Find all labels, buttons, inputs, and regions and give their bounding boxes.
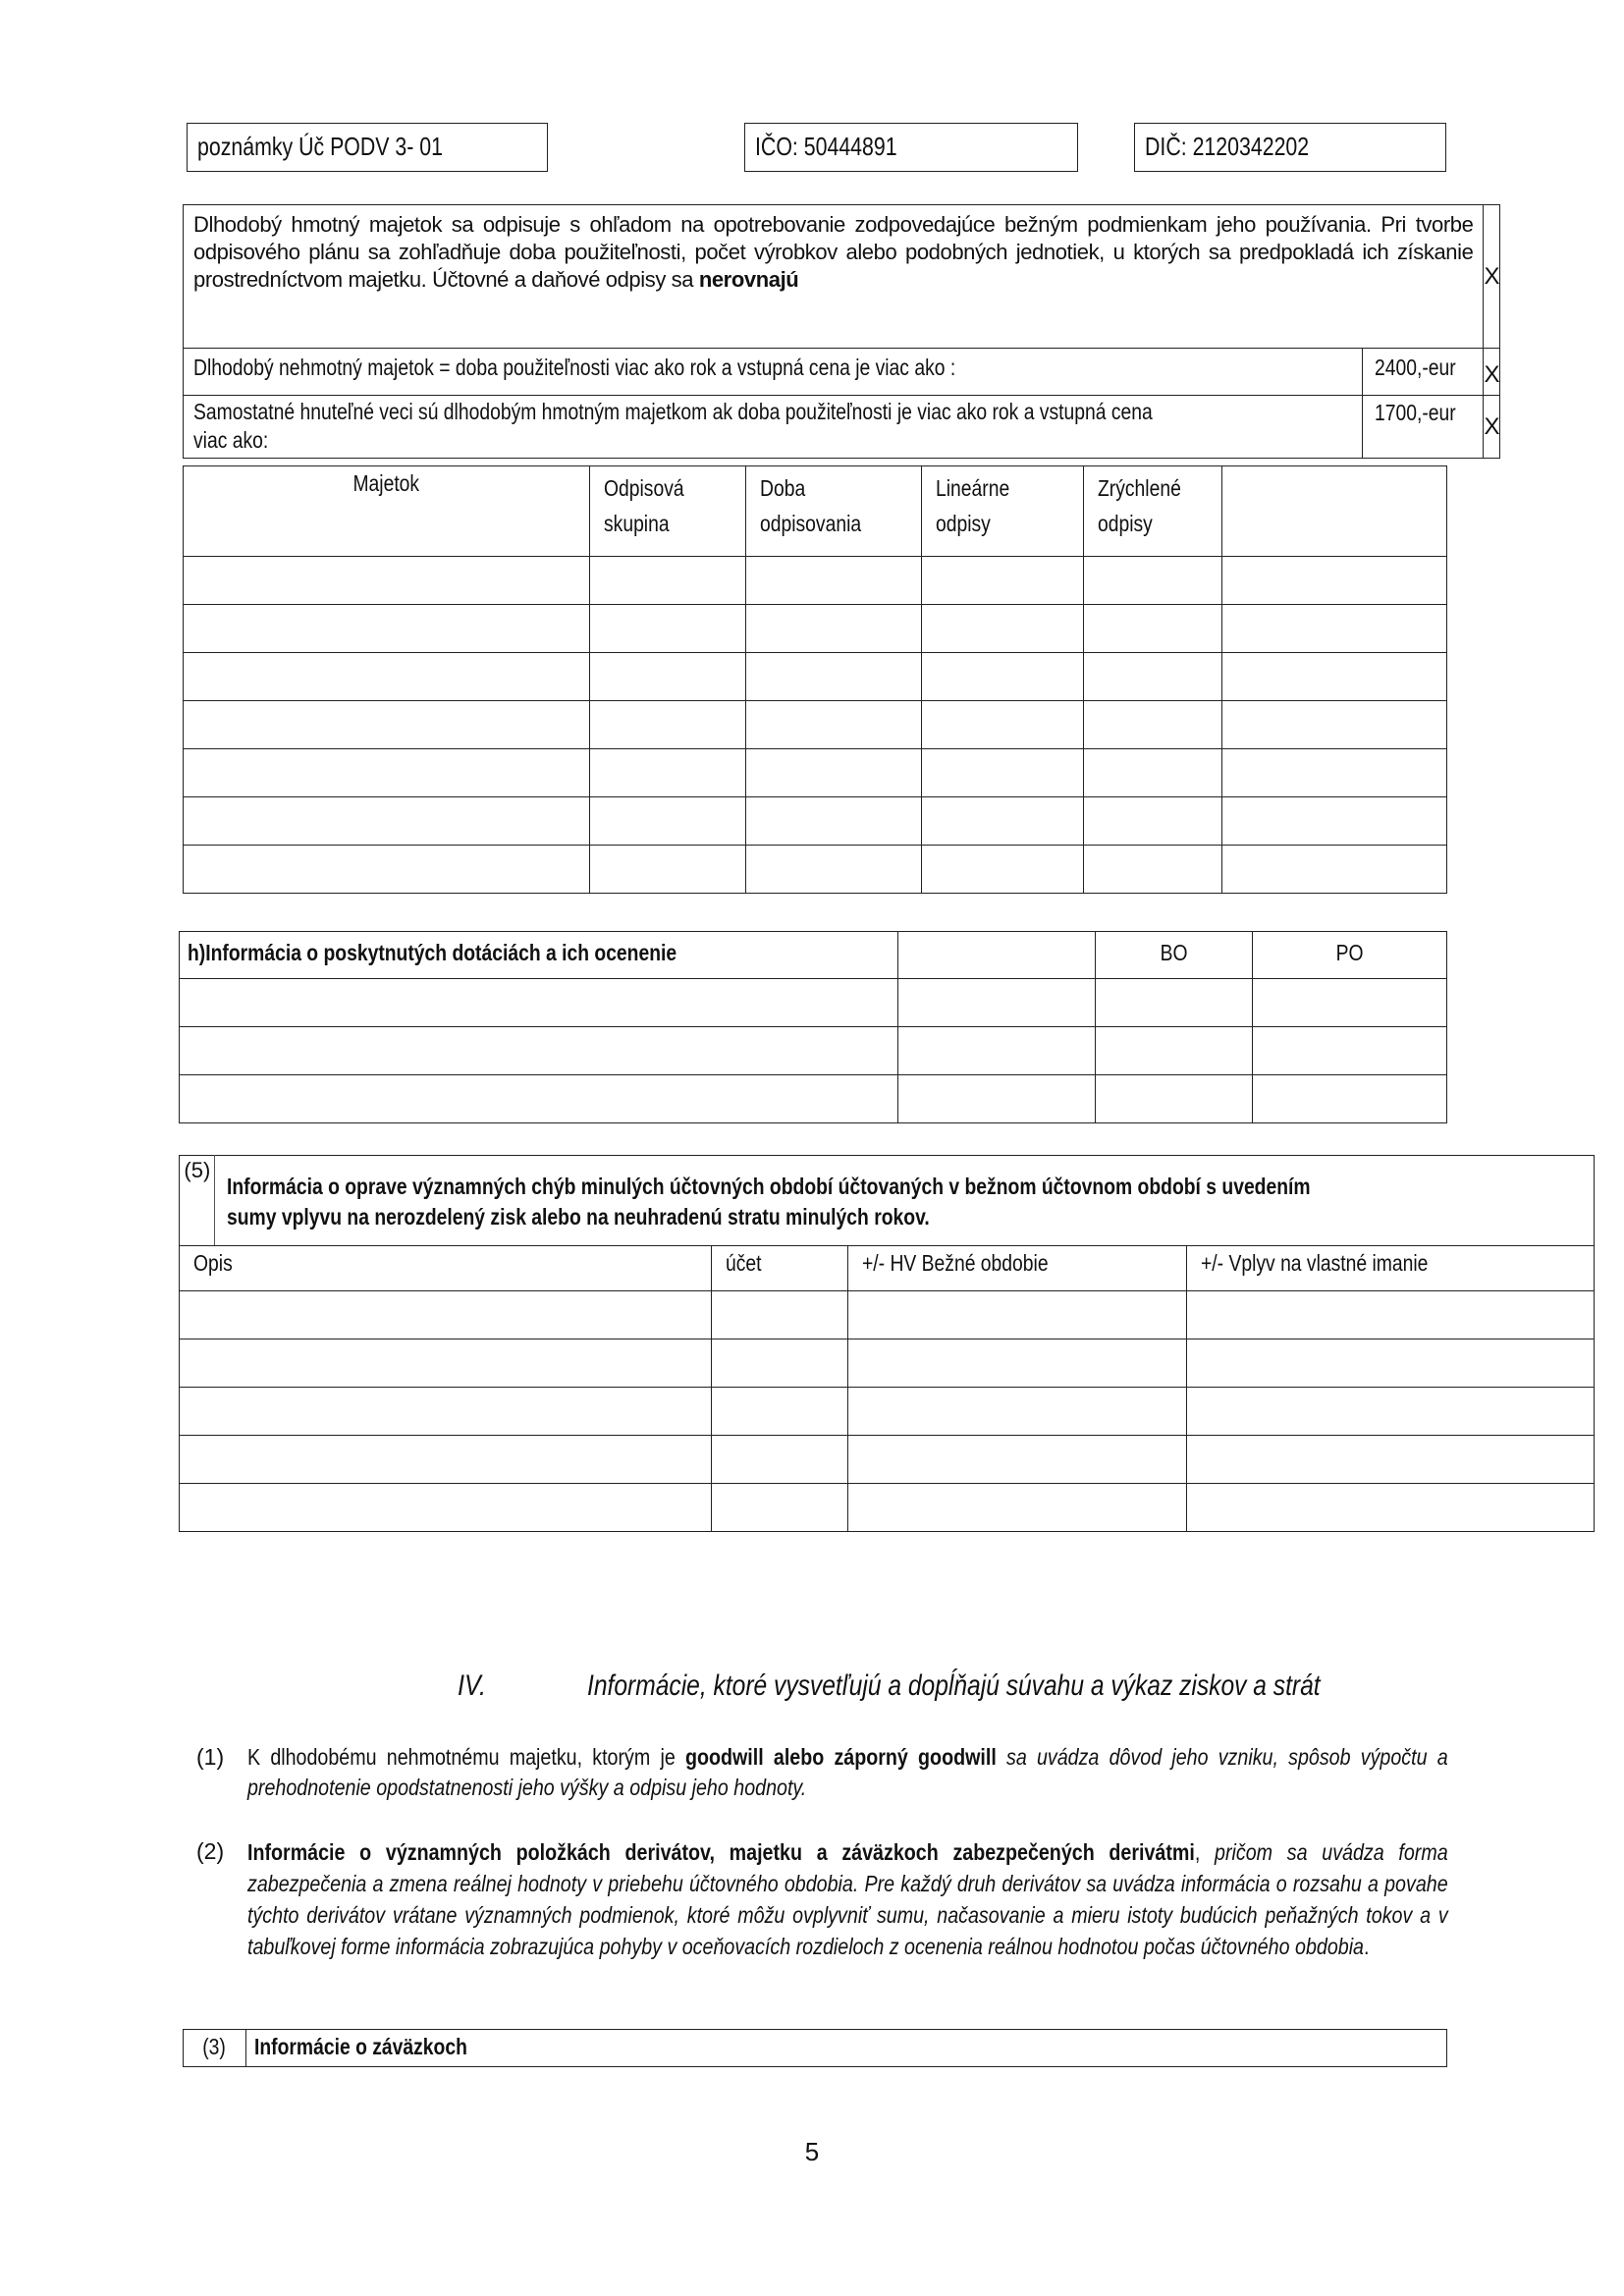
cell[interactable] xyxy=(1221,797,1446,846)
item-1-italic: sa uvádza dôvod jeho vzniku, spôsob výpočtu a prehodnotenie opodstatnenosti jeho výšky a odpisu jeho hodnoty. xyxy=(247,1744,1448,1800)
item-3-number: (3) xyxy=(184,2030,246,2067)
cell[interactable] xyxy=(922,846,1083,894)
cell[interactable] xyxy=(1083,846,1221,894)
table-row xyxy=(184,846,1447,894)
col-vplyv-vlastne-imanie: +/- Vplyv na vlastné imanie xyxy=(1187,1246,1595,1291)
cell[interactable] xyxy=(590,846,746,894)
cell[interactable] xyxy=(1253,1027,1447,1075)
col-ucet: účet xyxy=(711,1246,847,1291)
col-opis: Opis xyxy=(180,1246,712,1291)
cell[interactable] xyxy=(1187,1484,1595,1532)
item-2-number: (2) xyxy=(196,1838,225,1864)
cell[interactable] xyxy=(847,1388,1186,1436)
subsidies-table xyxy=(179,931,1447,1123)
cell[interactable] xyxy=(1187,1291,1595,1339)
subsidies-col-bo: BO xyxy=(1096,932,1253,979)
cell[interactable] xyxy=(1221,605,1446,653)
cell[interactable] xyxy=(922,749,1083,797)
table-row xyxy=(184,653,1447,701)
subsidies-col-1 xyxy=(897,932,1096,979)
table-row xyxy=(184,605,1447,653)
table-row xyxy=(180,1339,1595,1388)
policy-text-cell xyxy=(184,205,1484,349)
form-code-box xyxy=(187,123,548,172)
cell[interactable] xyxy=(590,557,746,605)
policy-mark: X xyxy=(1484,205,1500,349)
cell[interactable] xyxy=(184,605,590,653)
cell[interactable] xyxy=(590,797,746,846)
cell[interactable] xyxy=(184,749,590,797)
table-row xyxy=(184,749,1447,797)
item-2-bold: Informácie o významných položkách derivátov, majetku a záväzkoch zabezpečených derivátmi xyxy=(247,1839,1195,1865)
table-row xyxy=(180,1484,1595,1532)
item-1-number: (1) xyxy=(196,1744,225,1770)
cell[interactable] xyxy=(1221,701,1446,749)
policy-text-bold: nerovnajú xyxy=(698,267,799,292)
dic-field: DIČ: 2120342202 xyxy=(1145,132,1310,161)
depreciation-policy-table xyxy=(183,204,1500,459)
table-row xyxy=(184,797,1447,846)
cell[interactable] xyxy=(1083,557,1221,605)
cell[interactable] xyxy=(746,557,922,605)
cell[interactable] xyxy=(746,749,922,797)
cell[interactable] xyxy=(1083,797,1221,846)
corrections-title-cell xyxy=(215,1156,1595,1246)
tangible-label-cell xyxy=(184,396,1363,459)
ico-box xyxy=(744,123,1078,172)
cell[interactable] xyxy=(180,1436,712,1484)
subsidies-header xyxy=(180,932,1447,979)
cell[interactable] xyxy=(922,557,1083,605)
item-1-bold: goodwill alebo záporný goodwill xyxy=(684,1744,997,1770)
tangible-mark: X xyxy=(1484,396,1500,459)
col-majetok: Majetok xyxy=(184,466,590,557)
ico-field: IČO: 50444891 xyxy=(755,132,897,161)
cell[interactable] xyxy=(847,1436,1186,1484)
intangible-value-cell xyxy=(1363,349,1484,396)
section-iv-numeral: IV. xyxy=(458,1669,486,1702)
intangible-value: 2400,-eur xyxy=(1375,355,1456,380)
cell[interactable] xyxy=(1221,557,1446,605)
item-3-title-cell xyxy=(245,2030,1446,2067)
cell[interactable] xyxy=(746,653,922,701)
cell[interactable] xyxy=(711,1291,847,1339)
cell[interactable] xyxy=(180,979,898,1027)
cell[interactable] xyxy=(1096,1075,1253,1123)
cell[interactable] xyxy=(590,701,746,749)
subsidies-title: h)Informácia o poskytnutých dotáciách a ich ocenenie xyxy=(188,940,677,965)
dic-box xyxy=(1134,123,1446,172)
cell[interactable] xyxy=(1187,1339,1595,1388)
asset-table-header xyxy=(184,466,1447,557)
table-row xyxy=(180,979,1447,1027)
table-row xyxy=(180,1291,1595,1339)
corrections-table xyxy=(179,1155,1595,1532)
cell[interactable] xyxy=(1221,653,1446,701)
cell[interactable] xyxy=(897,1027,1096,1075)
cell[interactable] xyxy=(746,797,922,846)
cell[interactable] xyxy=(1083,605,1221,653)
section-iv-item-2: (2) Informácie o významných položkách derivátov, majetku a záväzkoch zabezpečených derivátmi, pričom sa uvádza forma zabezpečenia a zmena reálnej hodnoty v priebehu účtovného obdobia. Pre každý druh derivátov sa uvádza informácia o rozsahu a povahe týchto derivátov vrátane významných podmienok, ktoré môžu ovplyvniť sumu, načasovanie a mieru istoty budúcich peňažných tokov a v tabuľkovej forme informácia zobrazujúca pohyby v oceňovacích rozdieloch z ocenenia reálnou hodnotou počas účtovného obdobia. xyxy=(196,1838,1448,1959)
cell[interactable] xyxy=(746,605,922,653)
cell[interactable] xyxy=(184,701,590,749)
cell[interactable] xyxy=(180,1027,898,1075)
cell[interactable] xyxy=(847,1339,1186,1388)
item-2-italic: pričom sa uvádza forma zabezpečenia a zmena reálnej hodnoty v priebehu účtovného obdobia. Pre každý druh derivátov sa uvádza informácia o rozsahu a povahe týchto derivátov vrátane významných podmienok, ktoré môžu ovplyvniť sumu, načasovanie a mieru istoty budúcich peňažných tokov a v tabuľkovej forme informácia zobrazujúca pohyby v oceňovacích rozdieloch z ocenenia reálnou hodnotou počas účtovného obdobia xyxy=(247,1839,1448,1959)
table-row xyxy=(180,1436,1595,1484)
table-row xyxy=(184,557,1447,605)
policy-text: Dlhodobý hmotný majetok sa odpisuje s ohľadom na opotrebovanie zodpovedajúce bežným podmienkam jeho používania. Pri tvorbe odpisového plánu sa zohľadňuje doba použiteľnosti, počet výrobkov alebo podobných jednotiek, u ktorých sa predpokladá ich získanie prostredníctvom majetku. Účtovné a daňové odpisy sa xyxy=(193,212,1474,292)
tangible-label: Samostatné hnuteľné veci sú dlhodobým hmotným majetkom ak doba použiteľnosti je viac ako rok a vstupná cena viac ako: xyxy=(193,399,1153,453)
cell[interactable] xyxy=(1253,979,1447,1027)
cell[interactable] xyxy=(1096,979,1253,1027)
col-doba-odpisovania: Doba odpisovania xyxy=(746,466,922,557)
cell[interactable] xyxy=(1096,1027,1253,1075)
cell[interactable] xyxy=(184,557,590,605)
cell[interactable] xyxy=(897,979,1096,1027)
cell[interactable] xyxy=(922,701,1083,749)
cell[interactable] xyxy=(1187,1388,1595,1436)
intangible-label-cell xyxy=(184,349,1363,396)
item-1-text: K dlhodobému nehmotnému majetku, ktorým je xyxy=(247,1744,685,1770)
cell[interactable] xyxy=(180,1291,712,1339)
cell[interactable] xyxy=(1083,749,1221,797)
cell[interactable] xyxy=(180,1484,712,1532)
cell[interactable] xyxy=(922,653,1083,701)
form-code: poznámky Úč PODV 3- 01 xyxy=(197,132,444,161)
corrections-header xyxy=(180,1246,1595,1291)
cell[interactable] xyxy=(922,605,1083,653)
cell[interactable] xyxy=(180,1339,712,1388)
cell[interactable] xyxy=(184,653,590,701)
item-3-title: Informácie o záväzkoch xyxy=(253,2034,467,2059)
cell[interactable] xyxy=(746,846,922,894)
section-iv-item-1 xyxy=(196,1742,1448,1803)
intangible-mark: X xyxy=(1484,349,1500,396)
cell[interactable] xyxy=(746,701,922,749)
subsidies-title-cell xyxy=(180,932,898,979)
intangible-label: Dlhodobý nehmotný majetok = doba použiteľnosti viac ako rok a vstupná cena je viac ako : xyxy=(193,355,956,380)
cell[interactable] xyxy=(590,605,746,653)
liabilities-box xyxy=(183,2029,1447,2067)
corrections-title-row xyxy=(180,1156,1595,1246)
col-linearne-odpisy: Lineárne odpisy xyxy=(922,466,1083,557)
cell[interactable] xyxy=(180,1388,712,1436)
cell[interactable] xyxy=(1221,846,1446,894)
tangible-value-cell xyxy=(1363,396,1484,459)
cell[interactable] xyxy=(1221,749,1446,797)
table-row xyxy=(180,1075,1447,1123)
cell[interactable] xyxy=(922,797,1083,846)
page-number: 5 xyxy=(804,2137,820,2166)
corrections-number: (5) xyxy=(180,1156,215,1246)
cell[interactable] xyxy=(1083,653,1221,701)
cell[interactable] xyxy=(711,1339,847,1388)
table-row xyxy=(180,1388,1595,1436)
cell[interactable] xyxy=(711,1484,847,1532)
table-row xyxy=(184,701,1447,749)
cell[interactable] xyxy=(184,846,590,894)
cell[interactable] xyxy=(897,1075,1096,1123)
table-row xyxy=(180,1027,1447,1075)
col-hv-bezne-obdobie: +/- HV Bežné obdobie xyxy=(847,1246,1186,1291)
cell[interactable] xyxy=(1187,1436,1595,1484)
cell[interactable] xyxy=(847,1291,1186,1339)
subsidies-col-po: PO xyxy=(1253,932,1447,979)
col-odpisova-skupina: Odpisová skupina xyxy=(590,466,746,557)
section-iv-title: Informácie, ktoré vysvetľujú a dopĺňajú súvahu a výkaz ziskov a strát xyxy=(587,1669,1321,1702)
asset-depreciation-table xyxy=(183,465,1447,894)
tangible-value: 1700,-eur xyxy=(1375,400,1456,425)
col-extra xyxy=(1221,466,1446,557)
cell[interactable] xyxy=(711,1388,847,1436)
cell[interactable] xyxy=(711,1436,847,1484)
col-zrychlene-odpisy: Zrýchlené odpisy xyxy=(1083,466,1221,557)
cell[interactable] xyxy=(180,1075,898,1123)
cell[interactable] xyxy=(1083,701,1221,749)
cell[interactable] xyxy=(590,653,746,701)
cell[interactable] xyxy=(1253,1075,1447,1123)
cell[interactable] xyxy=(847,1484,1186,1532)
corrections-title: Informácia o oprave významných chýb minulých účtovných období účtovaných v bežnom účtovnom období s uvedením sumy vplyvu na nerozdelený zisk alebo na neuhradenú stratu minulých rokov. xyxy=(227,1174,1311,1230)
cell[interactable] xyxy=(590,749,746,797)
cell[interactable] xyxy=(184,797,590,846)
